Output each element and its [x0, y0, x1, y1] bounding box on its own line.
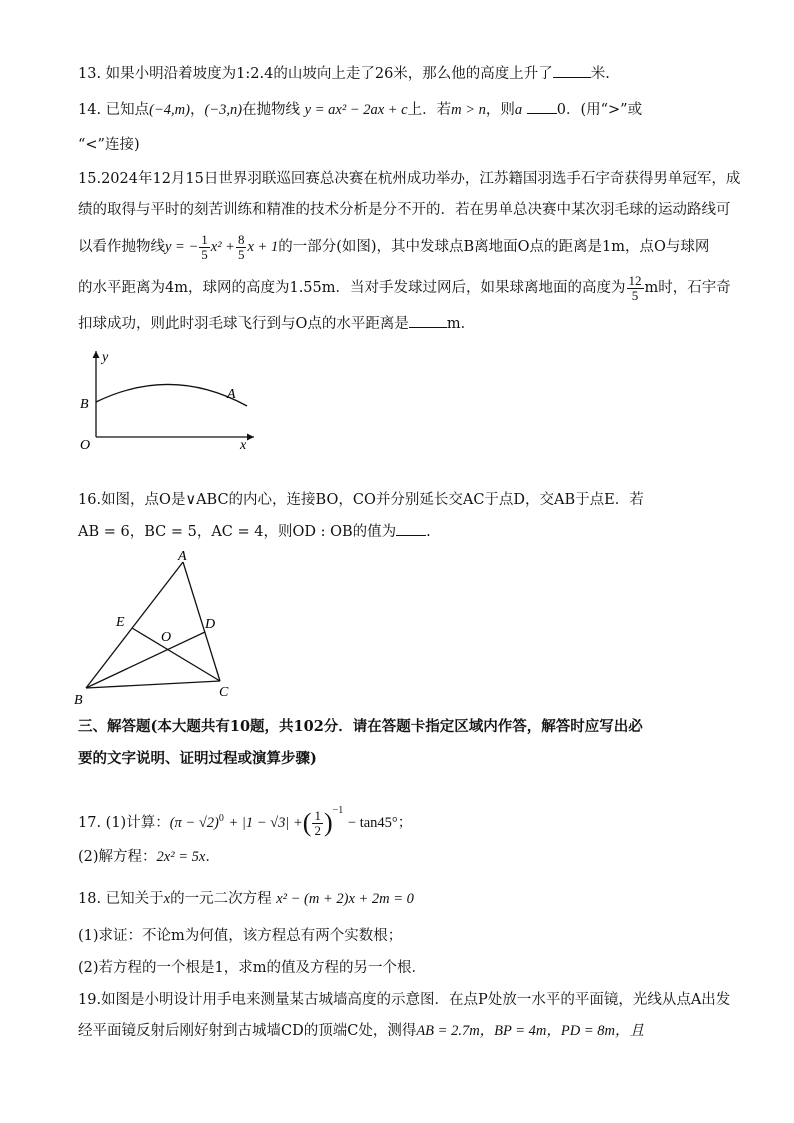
- q19-number: 19.: [78, 992, 102, 1008]
- q19-measurements: AB = 2.7m，BP = 4m，PD = 8m，且: [416, 1023, 644, 1039]
- answer-blank: [553, 63, 591, 78]
- q17-end: ．: [205, 849, 220, 865]
- q15-text: 2024年12月15日世界羽联巡回赛总决赛在杭州成功举办，江苏籍国羽选手石宇奇获得男单冠军，成: [101, 171, 741, 187]
- label-a: A: [178, 549, 187, 564]
- x-axis-arrow: [247, 434, 254, 441]
- q18-text: 的一元二次方程: [170, 891, 272, 907]
- q17-part2-label: (2)解方程：: [78, 849, 157, 865]
- section-3-heading-line2: 要的文字说明、证明过程或演算步骤): [78, 750, 317, 767]
- denominator: 5: [201, 246, 208, 262]
- question-17-part2: [78, 847, 220, 867]
- side-ab: [86, 562, 183, 688]
- label-x: x: [240, 438, 247, 450]
- label-y: y: [102, 350, 109, 365]
- question-14: [78, 99, 642, 120]
- label-o: O: [161, 630, 172, 645]
- denominator: 5: [631, 287, 639, 303]
- parabola-curve: [96, 384, 247, 406]
- variable-x: x: [163, 891, 171, 907]
- fraction-half: [312, 809, 323, 838]
- q13-text-end: 米.: [590, 66, 610, 82]
- question-15-line2: 绩的取得与平时的刻苦训练和精准的技术分析是分不开的．若在男单总决赛中某次羽毛球的运动路线可: [78, 202, 731, 218]
- q19-text: 经平面镜反射后刚好射到古城墙CD的顶端C处，测得: [78, 1023, 417, 1039]
- q16-text: AB = 6，BC = 5，AC = 4，则OD : OB的值为: [78, 524, 397, 540]
- question-15-line4: [78, 273, 731, 303]
- question-19-line2: [78, 1021, 644, 1041]
- q13-number: 13.: [78, 66, 102, 82]
- q14-text: 在抛物线: [242, 102, 301, 118]
- q19-text: 如图是小明设计用手电来测量某古城墙高度的示意图．在点P处放一水平的平面镜，光线从点A出发: [101, 992, 731, 1008]
- q17-part1-label: (1)计算：: [105, 815, 170, 831]
- label-e: E: [116, 615, 125, 630]
- left-paren: (: [302, 808, 312, 837]
- q14-comma: ，: [189, 102, 205, 118]
- question-17-part1: [78, 796, 412, 838]
- denominator: 2: [314, 822, 321, 838]
- numerator: 8: [237, 231, 245, 247]
- q16-text: .: [426, 524, 431, 540]
- fraction-1-5: [199, 233, 210, 262]
- label-a: A: [227, 387, 236, 402]
- q14-number: 14.: [78, 102, 102, 118]
- side-bc: [86, 681, 220, 688]
- exponent-neg1: −1: [332, 805, 344, 816]
- segment-ce: [132, 628, 220, 681]
- question-18: [78, 889, 414, 909]
- question-14-line2: “<”连接): [78, 137, 140, 153]
- label-b: B: [80, 397, 89, 412]
- q15-text: 的一部分(如图)，其中发球点B离地面O点的距离是1m，点O与球网: [278, 239, 710, 255]
- q18-text: 已知关于: [105, 891, 164, 907]
- denominator: 5: [237, 246, 245, 262]
- numerator: 1: [314, 807, 321, 823]
- condition: m > n: [451, 102, 486, 118]
- q15-text: m时，石宇奇: [644, 280, 731, 296]
- question-15-line1: [78, 169, 740, 189]
- q16-text: 如图，点O是∨ABC的内心，连接BO，CO并分别延长交AC于点D，交AB于点E．若: [101, 492, 644, 508]
- triangle-figure: [70, 548, 240, 708]
- variable-a: a: [514, 102, 523, 118]
- question-16-line1: [78, 490, 644, 510]
- answer-blank: [409, 313, 447, 328]
- point-1: (−4,m): [149, 102, 190, 118]
- q15-text: m．: [446, 316, 476, 332]
- segment-bd: [86, 632, 205, 688]
- quadratic-equation: x² − (m + 2)x + 2m = 0: [276, 891, 414, 907]
- expr-tan: − tan45°；: [347, 815, 413, 831]
- label-o: O: [80, 438, 91, 450]
- q15-number: 15.: [78, 171, 102, 187]
- q14-text: 已知点: [105, 102, 150, 118]
- parabola-equation: y = ax² − 2ax + c: [304, 102, 408, 118]
- point-2: (−3,n): [204, 102, 243, 118]
- numerator: 12: [628, 272, 642, 288]
- section-3-heading: 三、解答题(本大题共有10题，共102分．请在答题卡指定区域内作答，解答时应写出必: [78, 718, 643, 735]
- q14-text: 上．若: [407, 102, 452, 118]
- right-paren: ): [323, 808, 333, 837]
- q17-number: 17.: [78, 815, 102, 831]
- question-13: [78, 63, 610, 84]
- numerator: 1: [201, 231, 208, 247]
- answer-blank: [527, 99, 557, 114]
- eq-part: x + 1: [247, 239, 279, 255]
- parabola-figure: [72, 345, 262, 450]
- y-axis-arrow: [93, 351, 100, 358]
- eq-part: x² +: [210, 239, 235, 255]
- q15-text: 以看作抛物线: [78, 239, 165, 255]
- label-c: C: [219, 685, 229, 700]
- fraction-12-5: [627, 274, 644, 303]
- equation: 2x² = 5x: [156, 849, 206, 865]
- label-b: B: [74, 693, 83, 708]
- q15-text: 的水平距离为4m，球网的高度为1.55m．当对手发球过网后，如果球离地面的高度为: [78, 280, 626, 296]
- question-15-line5: [78, 313, 475, 334]
- question-19-line1: [78, 990, 730, 1010]
- q14-text: 0．(用“>”或: [556, 102, 643, 118]
- fraction-8-5: [236, 233, 247, 262]
- question-18-part2: (2)若方程的一个根是1，求m的值及方程的另一个根．: [78, 960, 427, 976]
- eq-part: y = −: [165, 239, 199, 255]
- answer-blank: [396, 521, 426, 536]
- expr-abs: + |1 − √3| +: [228, 815, 303, 831]
- q16-number: 16.: [78, 492, 102, 508]
- q14-text: ，则: [485, 102, 515, 118]
- question-16-line2: [78, 521, 431, 542]
- q18-number: 18.: [78, 891, 102, 907]
- exponent-zero: 0: [218, 813, 224, 825]
- q13-text: 如果小明沿着坡度为1:2.4的山坡向上走了26米，那么他的高度上升了: [105, 66, 553, 82]
- q15-text: 扣球成功，则此时羽毛球飞行到与O点的水平距离是: [78, 316, 409, 332]
- expr-paren: (π − √2): [169, 815, 219, 831]
- question-18-part1: (1)求证：不论m为何值，该方程总有两个实数根；: [78, 928, 403, 944]
- question-15-line3: [78, 232, 709, 262]
- label-d: D: [205, 617, 216, 632]
